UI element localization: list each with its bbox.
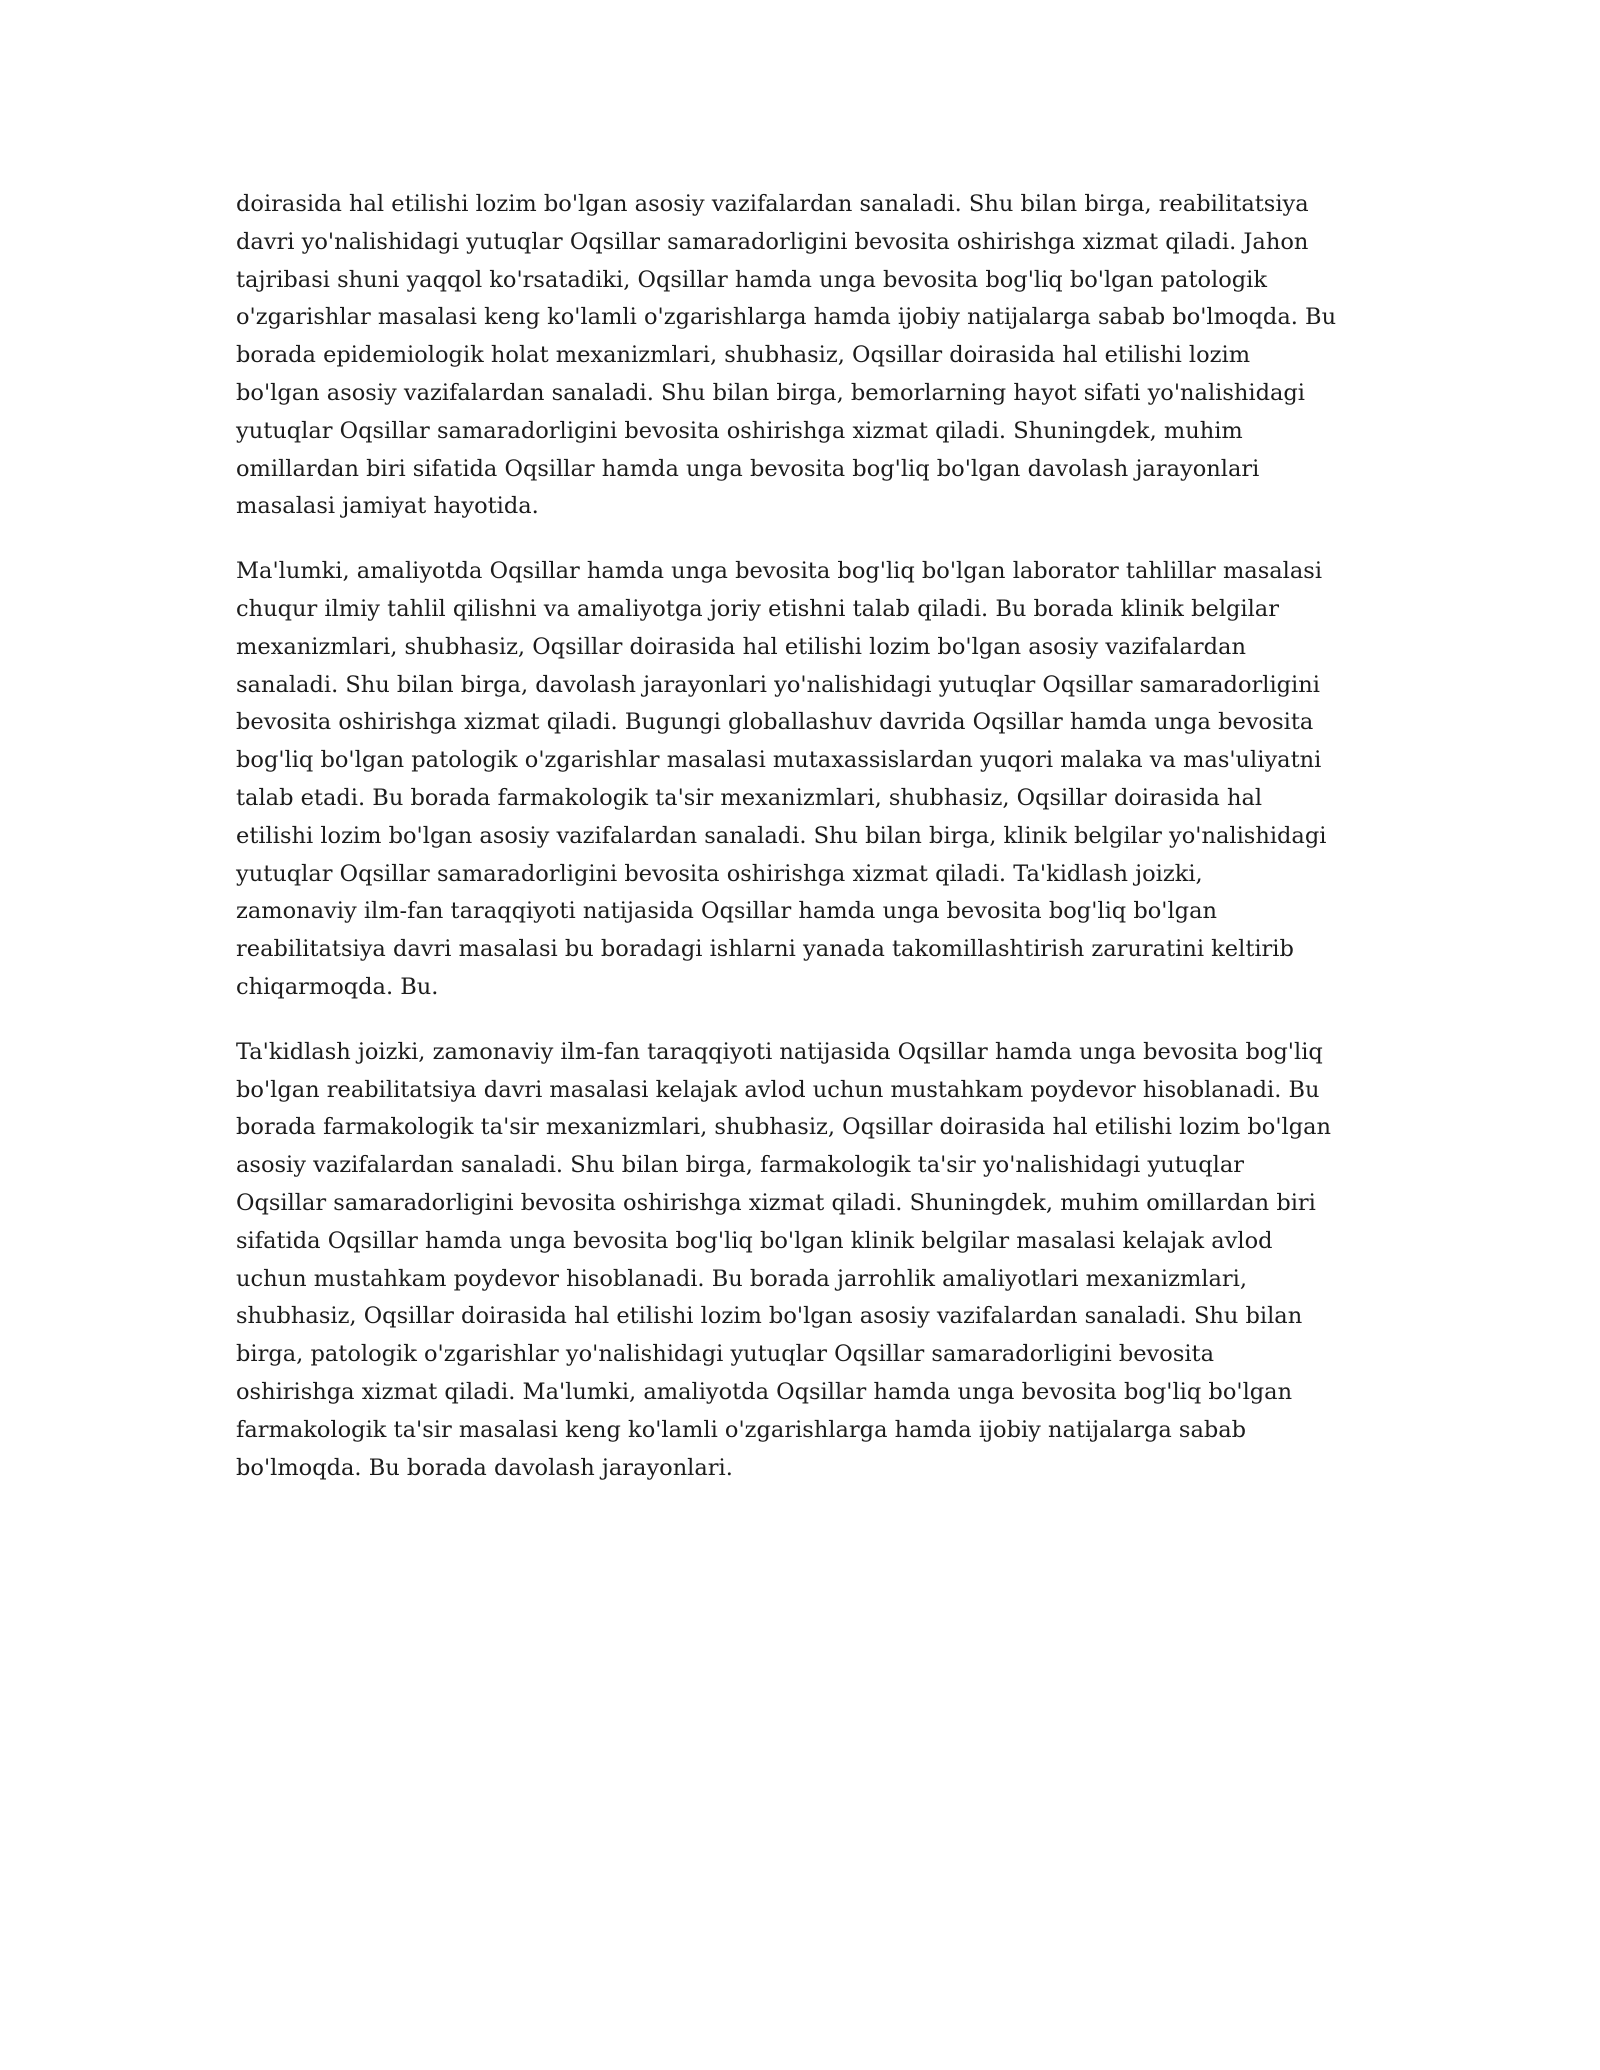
text-line: bog'liq bo'lgan patologik o'zgarishlar masalasi mutaxassislardan yuqori malaka va mas'uliyatni (236, 747, 1322, 774)
text-line: zamonaviy ilm-fan taraqqiyoti natijasida Oqsillar hamda unga bevosita bog'liq bo'lgan (236, 898, 1217, 925)
text-line: yutuqlar Oqsillar samaradorligini bevosita oshirishga xizmat qiladi. Shuningdek, muhim (236, 417, 1243, 444)
text-line: yutuqlar Oqsillar samaradorligini bevosita oshirishga xizmat qiladi. Ta'kidlash joizki, (236, 860, 1203, 887)
text-line: farmakologik ta'sir masalasi keng ko'lamli o'zgarishlarga hamda ijobiy natijalarga sabab (236, 1416, 1247, 1443)
text-line: Ta'kidlash joizki, zamonaviy ilm-fan taraqqiyoti natijasida Oqsillar hamda unga bevosita bog'liq (236, 1038, 1323, 1065)
text-line: sanaladi. Shu bilan birga, davolash jarayonlari yo'nalishidagi yutuqlar Oqsillar samaradorligini (236, 671, 1320, 698)
text-line: bo'lmoqda. Bu borada davolash jarayonlari. (236, 1454, 733, 1481)
text-line: chiqarmoqda. Bu. (236, 973, 439, 1000)
text-line: masalasi jamiyat hayotida. (236, 493, 539, 520)
text-line: bo'lgan reabilitatsiya davri masalasi kelajak avlod uchun mustahkam poydevor hisoblanadi. Bu (236, 1076, 1320, 1103)
text-line: asosiy vazifalardan sanaladi. Shu bilan birga, farmakologik ta'sir yo'nalishidagi yutuqlar (236, 1152, 1245, 1179)
text-line: tajribasi shuni yaqqol ko'rsatadiki, Oqsillar hamda unga bevosita bog'liq bo'lgan patologik (236, 266, 1268, 293)
text-line: oshirishga xizmat qiladi. Ma'lumki, amaliyotda Oqsillar hamda unga bevosita bog'liq bo'lgan (236, 1378, 1293, 1405)
text-line: o'zgarishlar masalasi keng ko'lamli o'zgarishlarga hamda ijobiy natijalarga sabab bo'lmoqda. Bu (236, 304, 1337, 331)
text-line: doirasida hal etilishi lozim bo'lgan asosiy vazifalardan sanaladi. Shu bilan birga, reabilitatsiya (236, 191, 1309, 217)
text-line: talab etadi. Bu borada farmakologik ta'sir mexanizmlari, shubhasiz, Oqsillar doirasida hal (236, 784, 1263, 811)
text-line: davri yo'nalishidagi yutuqlar Oqsillar samaradorligini bevosita oshirishga xizmat qiladi. Jahon (236, 228, 1309, 255)
document-body (236, 186, 1366, 1514)
paragraph-2 (236, 553, 1366, 1007)
text-line: etilishi lozim bo'lgan asosiy vazifalardan sanaladi. Shu bilan birga, klinik belgilar yo'nalishidagi (236, 822, 1327, 849)
paragraph-1 (236, 186, 1366, 526)
text-line: bevosita oshirishga xizmat qiladi. Bugungi globallashuv davrida Oqsillar hamda unga bevosita (236, 709, 1314, 736)
text-line: bo'lgan asosiy vazifalardan sanaladi. Shu bilan birga, bemorlarning hayot sifati yo'nalishidagi (236, 379, 1305, 406)
text-line: uchun mustahkam poydevor hisoblanadi. Bu borada jarrohlik amaliyotlari mexanizmlari, (236, 1265, 1248, 1292)
text-line: birga, patologik o'zgarishlar yo'nalishidagi yutuqlar Oqsillar samaradorligini bevosita (236, 1341, 1215, 1368)
text-line: reabilitatsiya davri masalasi bu boradagi ishlarni yanada takomillashtirish zaruratini keltirib (236, 936, 1294, 963)
text-line: sifatida Oqsillar hamda unga bevosita bog'liq bo'lgan klinik belgilar masalasi kelajak avlod (236, 1227, 1273, 1254)
text-line: shubhasiz, Oqsillar doirasida hal etilishi lozim bo'lgan asosiy vazifalardan sanaladi. Shu bilan (236, 1303, 1303, 1330)
text-line: Oqsillar samaradorligini bevosita oshirishga xizmat qiladi. Shuningdek, muhim omillardan biri (236, 1189, 1316, 1216)
text-line: mexanizmlari, shubhasiz, Oqsillar doirasida hal etilishi lozim bo'lgan asosiy vazifalardan (236, 633, 1246, 660)
text-line: chuqur ilmiy tahlil qilishni va amaliyotga joriy etishni talab qiladi. Bu borada klinik belgilar (236, 595, 1279, 622)
text-line: Ma'lumki, amaliyotda Oqsillar hamda unga bevosita bog'liq bo'lgan laborator tahlillar masalasi (236, 558, 1323, 585)
text-line: borada epidemiologik holat mexanizmlari, shubhasiz, Oqsillar doirasida hal etilishi lozim (236, 342, 1251, 369)
text-line: borada farmakologik ta'sir mexanizmlari, shubhasiz, Oqsillar doirasida hal etilishi lozim bo'lgan (236, 1114, 1332, 1141)
paragraph-3 (236, 1034, 1366, 1488)
text-line: omillardan biri sifatida Oqsillar hamda unga bevosita bog'liq bo'lgan davolash jarayonlari (236, 455, 1260, 482)
